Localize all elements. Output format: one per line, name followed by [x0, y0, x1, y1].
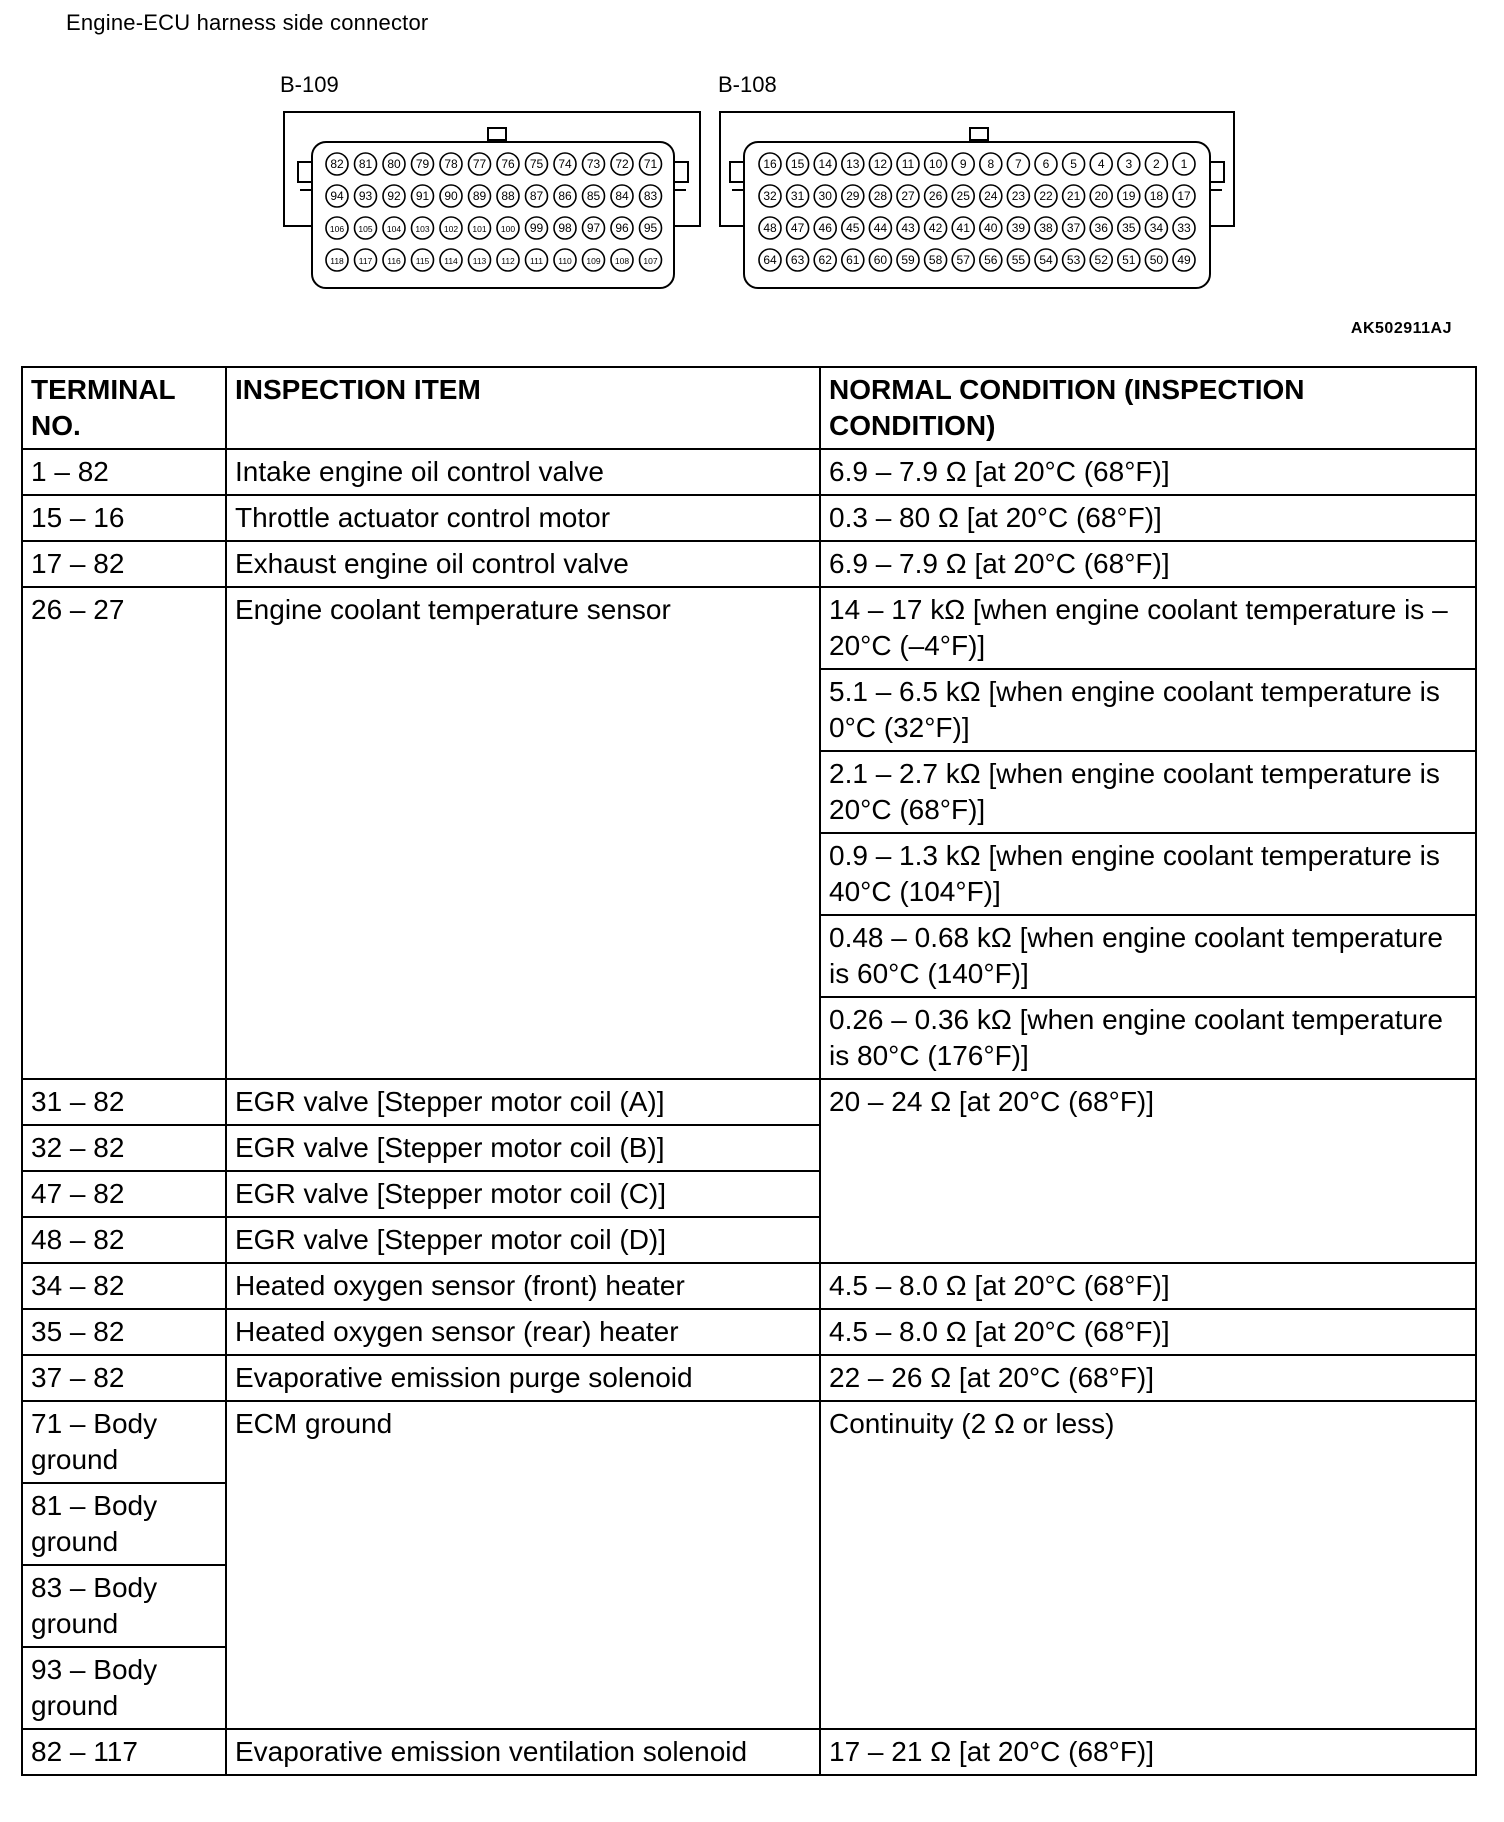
b109-pin-label: 96	[615, 221, 629, 235]
table-row	[22, 541, 1476, 587]
b108-pin-label: 46	[818, 221, 832, 235]
b108-pin-label: 50	[1149, 253, 1164, 267]
b109-pin-label: 104	[386, 224, 402, 234]
b109-pin-label: 94	[330, 189, 344, 203]
terminal-cell: 32 – 82	[22, 1125, 226, 1171]
b108-pin-label: 63	[790, 253, 805, 267]
b108-pin-label: 31	[790, 189, 805, 203]
item-cell: Evaporative emission purge solenoid	[226, 1355, 820, 1401]
b108-pin-label: 36	[1094, 221, 1108, 235]
b109-pin-label: 79	[415, 157, 430, 171]
b109-pin-label: 109	[586, 256, 601, 266]
b108-pin-label: 13	[846, 157, 860, 171]
b108-pin-label: 33	[1177, 221, 1191, 235]
b109-pin-label: 83	[643, 189, 658, 203]
b108-pin-label: 17	[1177, 189, 1191, 203]
b108-pin-label: 42	[928, 221, 943, 235]
b108-pin-label: 24	[984, 189, 998, 203]
b108-pin-label: 19	[1122, 189, 1136, 203]
b108-pin-label: 47	[790, 221, 805, 235]
b108-pin-label: 28	[873, 189, 888, 203]
item-cell: EGR valve [Stepper motor coil (C)]	[226, 1171, 820, 1217]
b109-pin-label: 75	[529, 157, 544, 171]
b108-pin-label: 54	[1039, 253, 1053, 267]
table-row	[22, 1309, 1476, 1355]
condition-cell: 6.9 – 7.9 Ω [at 20°C (68°F)]	[820, 449, 1476, 495]
b108-pin-label: 11	[901, 157, 915, 171]
b108-pin-label: 58	[928, 253, 943, 267]
b108-pin-label: 27	[901, 189, 915, 203]
b109-pin-label: 84	[615, 189, 629, 203]
condition-cell: 4.5 – 8.0 Ω [at 20°C (68°F)]	[820, 1309, 1476, 1355]
b109-pin-label: 107	[643, 256, 658, 266]
table-header-row	[22, 367, 1476, 449]
b109-pin-label: 112	[501, 256, 515, 266]
b108-pin-label: 23	[1011, 189, 1026, 203]
b109-pin-label: 80	[387, 157, 401, 171]
b108-pin-label: 43	[901, 221, 915, 235]
header-terminal-no: TERMINAL NO.	[22, 367, 226, 449]
b109-pin-label: 108	[614, 256, 630, 266]
b108-pin-label: 18	[1149, 189, 1164, 203]
condition-cell: 5.1 – 6.5 kΩ [when engine coolant temperature is 0°C (32°F)]	[820, 669, 1476, 751]
b108-pin-label: 20	[1094, 189, 1108, 203]
b109-pin-label: 72	[615, 157, 629, 171]
b109-pin-label: 87	[529, 189, 544, 203]
b108-pin-label: 51	[1122, 253, 1136, 267]
b108-pin-label: 34	[1149, 221, 1164, 235]
table-row	[22, 587, 1476, 669]
item-cell: Intake engine oil control valve	[226, 449, 820, 495]
terminal-cell: 47 – 82	[22, 1171, 226, 1217]
item-cell: Heated oxygen sensor (front) heater	[226, 1263, 820, 1309]
b108-pin-label: 16	[763, 157, 777, 171]
b108-pin-label: 29	[846, 189, 860, 203]
b109-pin-label: 77	[472, 157, 487, 171]
b109-pin-label: 82	[330, 157, 344, 171]
connector-diagram	[0, 100, 1504, 300]
condition-cell: 0.9 – 1.3 kΩ [when engine coolant temperature is 40°C (104°F)]	[820, 833, 1476, 915]
figure-caption: Engine-ECU harness side connector	[66, 10, 429, 35]
b109-pin-label: 116	[387, 256, 401, 266]
connector-label-b109: B-109	[280, 72, 339, 97]
table-row	[22, 1079, 1476, 1125]
condition-cell: 0.3 – 80 Ω [at 20°C (68°F)]	[820, 495, 1476, 541]
condition-cell: 14 – 17 kΩ [when engine coolant temperature is –20°C (–4°F)]	[820, 587, 1476, 669]
b108-pin-label: 56	[984, 253, 998, 267]
b108-pin-label: 37	[1066, 221, 1081, 235]
item-cell: EGR valve [Stepper motor coil (D)]	[226, 1217, 820, 1263]
item-cell: Throttle actuator control motor	[226, 495, 820, 541]
terminal-cell: 81 – Body ground	[22, 1483, 226, 1565]
b108-pin-label: 45	[846, 221, 860, 235]
b108-pin-label: 1	[1180, 157, 1188, 171]
b108-pin-label: 44	[873, 221, 888, 235]
figure-id: AK502911AJ	[1350, 320, 1452, 337]
table-row	[22, 1263, 1476, 1309]
b109-pin-label: 89	[472, 189, 487, 203]
b108-pin-label: 49	[1177, 253, 1191, 267]
b109-pin-label: 110	[558, 256, 572, 266]
b108-pin-label: 59	[901, 253, 915, 267]
b108-pin-label: 60	[873, 253, 888, 267]
b108-pin-label: 52	[1094, 253, 1108, 267]
b109-pin-label: 103	[415, 224, 430, 234]
terminal-cell: 93 – Body ground	[22, 1647, 226, 1729]
table-row	[22, 1355, 1476, 1401]
b109-pin-label: 105	[358, 224, 373, 234]
b109-pin-label: 91	[415, 189, 430, 203]
b109-pin-label: 92	[387, 189, 401, 203]
b109-pin-label: 118	[330, 256, 344, 266]
terminal-cell: 82 – 117	[22, 1729, 226, 1775]
table-row	[22, 1729, 1476, 1775]
b109-pin-label: 115	[415, 256, 430, 266]
b109-pin-label: 114	[444, 256, 458, 266]
b109-pin-label: 117	[358, 256, 373, 266]
table-row	[22, 1401, 1476, 1483]
condition-cell: 20 – 24 Ω [at 20°C (68°F)]	[820, 1079, 1476, 1263]
item-cell: ECM ground	[226, 1401, 820, 1729]
b108-pin-label: 61	[846, 253, 860, 267]
b108-pin-label: 53	[1066, 253, 1081, 267]
b109-pin-label: 71	[643, 157, 658, 171]
condition-cell: 17 – 21 Ω [at 20°C (68°F)]	[820, 1729, 1476, 1775]
b109-pin-label: 100	[500, 224, 516, 234]
condition-cell: Continuity (2 Ω or less)	[820, 1401, 1476, 1729]
item-cell: Exhaust engine oil control valve	[226, 541, 820, 587]
b108-pin-label: 4	[1097, 157, 1105, 171]
item-cell: EGR valve [Stepper motor coil (A)]	[226, 1079, 820, 1125]
b108-pin-label: 21	[1066, 189, 1081, 203]
terminal-cell: 34 – 82	[22, 1263, 226, 1309]
b108-pin-label: 15	[790, 157, 805, 171]
b108-pin-label: 62	[818, 253, 832, 267]
b108-pin-label: 32	[763, 189, 777, 203]
b108-pin-label: 14	[818, 157, 832, 171]
terminal-cell: 31 – 82	[22, 1079, 226, 1125]
b108-pin-label: 41	[956, 221, 970, 235]
terminal-cell: 83 – Body ground	[22, 1565, 226, 1647]
condition-cell: 4.5 – 8.0 Ω [at 20°C (68°F)]	[820, 1263, 1476, 1309]
b109-pin-label: 85	[586, 189, 601, 203]
b108-pin-label: 22	[1039, 189, 1053, 203]
b108-pin-label: 6	[1042, 157, 1050, 171]
terminal-cell: 15 – 16	[22, 495, 226, 541]
b109-pin-label: 88	[501, 189, 515, 203]
b108-pin-label: 40	[984, 221, 998, 235]
b108-pin-label: 35	[1122, 221, 1136, 235]
terminal-cell: 48 – 82	[22, 1217, 226, 1263]
table-row	[22, 449, 1476, 495]
b108-pin-label: 48	[763, 221, 777, 235]
b108-pin-label: 7	[1015, 157, 1022, 171]
b108-pin-label: 38	[1039, 221, 1053, 235]
terminal-cell: 1 – 82	[22, 449, 226, 495]
b108-pin-label: 12	[873, 157, 888, 171]
b108-pin-label: 64	[763, 253, 777, 267]
condition-cell: 0.26 – 0.36 kΩ [when engine coolant temperature is 80°C (176°F)]	[820, 997, 1476, 1079]
terminal-cell: 71 – Body ground	[22, 1401, 226, 1483]
b109-pin-label: 98	[558, 221, 572, 235]
condition-cell: 6.9 – 7.9 Ω [at 20°C (68°F)]	[820, 541, 1476, 587]
b108-pin-label: 57	[956, 253, 970, 267]
b109-pin-label: 90	[444, 189, 458, 203]
b108-pin-label: 30	[818, 189, 832, 203]
b109-pin-label: 78	[444, 157, 458, 171]
b108-pin-label: 10	[928, 157, 943, 171]
item-cell: Heated oxygen sensor (rear) heater	[226, 1309, 820, 1355]
item-cell: Evaporative emission ventilation solenoid	[226, 1729, 820, 1775]
b108-pin-label: 26	[928, 189, 943, 203]
terminal-cell: 37 – 82	[22, 1355, 226, 1401]
b109-pin-label: 95	[643, 221, 658, 235]
terminal-cell: 35 – 82	[22, 1309, 226, 1355]
b108-pin-label: 9	[959, 157, 967, 171]
item-cell: EGR valve [Stepper motor coil (B)]	[226, 1125, 820, 1171]
b109-pin-label: 97	[586, 221, 601, 235]
b108-pin-label: 3	[1125, 157, 1133, 171]
b109-pin-label: 86	[558, 189, 572, 203]
b109-pin-label: 106	[329, 224, 345, 234]
b109-pin-label: 99	[529, 221, 544, 235]
header-normal-condition: NORMAL CONDITION (INSPECTION CONDITION)	[820, 367, 1476, 449]
b109-pin-label: 76	[501, 157, 515, 171]
b109-pin-label: 113	[472, 256, 487, 266]
b108-pin-label: 8	[987, 157, 995, 171]
item-cell: Engine coolant temperature sensor	[226, 587, 820, 1079]
b109-pin-label: 101	[472, 224, 487, 234]
condition-cell: 2.1 – 2.7 kΩ [when engine coolant temperature is 20°C (68°F)]	[820, 751, 1476, 833]
b109-pin-label: 93	[358, 189, 373, 203]
b108-pin-label: 2	[1153, 157, 1160, 171]
b108-pin-label: 55	[1011, 253, 1026, 267]
b109-pin-label: 73	[586, 157, 601, 171]
b109-pin-label: 102	[443, 224, 459, 234]
table-row	[22, 495, 1476, 541]
terminal-cell: 17 – 82	[22, 541, 226, 587]
inspection-table	[21, 366, 1477, 1776]
b108-pin-label: 25	[956, 189, 970, 203]
condition-cell: 0.48 – 0.68 kΩ [when engine coolant temperature is 60°C (140°F)]	[820, 915, 1476, 997]
b109-pin-label: 111	[530, 256, 543, 266]
b108-pin-label: 39	[1011, 221, 1026, 235]
condition-cell: 22 – 26 Ω [at 20°C (68°F)]	[820, 1355, 1476, 1401]
b109-pin-label: 81	[358, 157, 373, 171]
header-inspection-item: INSPECTION ITEM	[226, 367, 820, 449]
b108-pin-label: 5	[1070, 157, 1077, 171]
connector-label-b108: B-108	[718, 72, 777, 97]
terminal-cell: 26 – 27	[22, 587, 226, 1079]
b109-pin-label: 74	[558, 157, 572, 171]
